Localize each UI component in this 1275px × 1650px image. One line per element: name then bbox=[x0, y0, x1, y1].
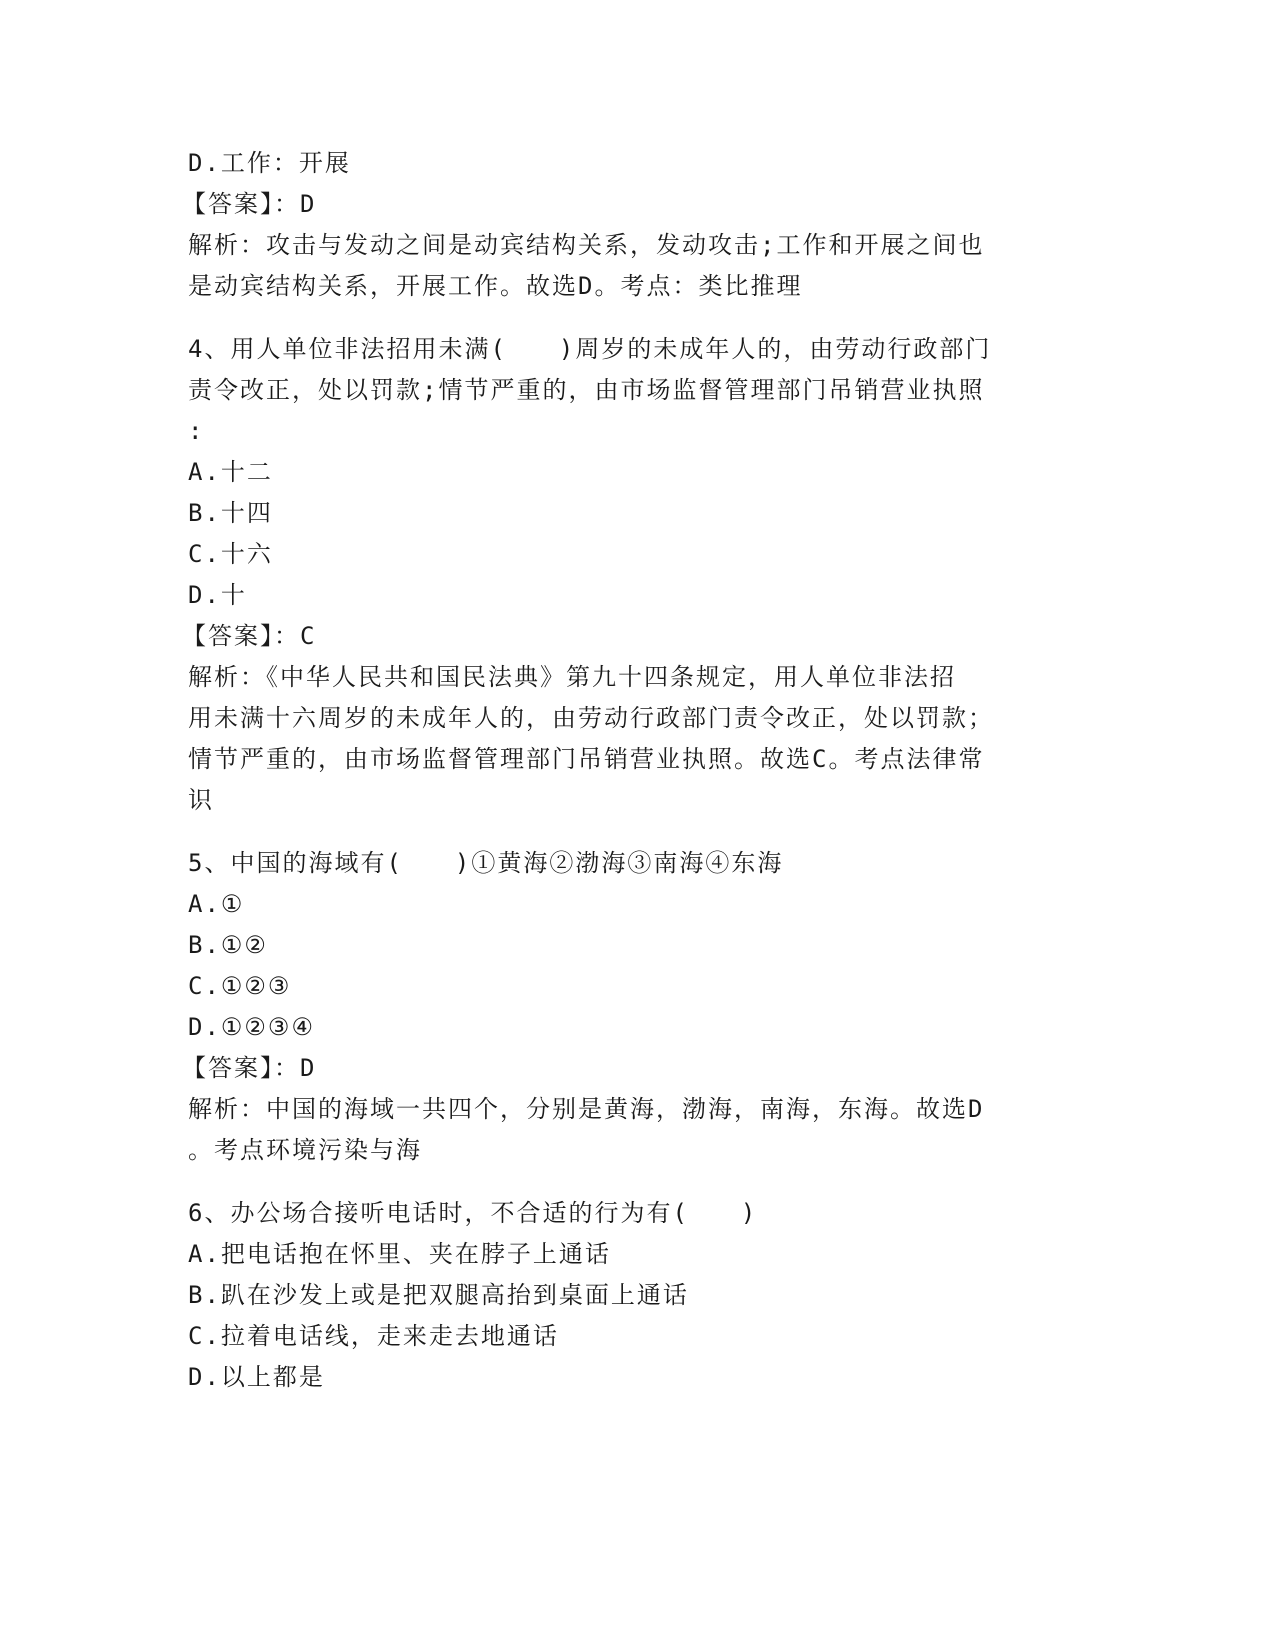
q6-option-d: D.以上都是 bbox=[188, 1363, 325, 1391]
q3-analysis-line-2: 是动宾结构关系，开展工作。故选D。考点：类比推理 bbox=[188, 272, 803, 300]
q5-option-c: C.①②③ bbox=[188, 972, 292, 1000]
q3-answer: 【答案】：D bbox=[182, 190, 317, 218]
q4-analysis-line-2: 用未满十六周岁的未成年人的，由劳动行政部门责令改正，处以罚款； bbox=[188, 704, 994, 732]
q3-option-d: D.工作：开展 bbox=[188, 149, 351, 177]
q4-analysis-line-3: 情节严重的，由市场监督管理部门吊销营业执照。故选C。考点法律常 bbox=[188, 745, 985, 773]
q4-option-a: A.十二 bbox=[188, 458, 273, 486]
q4-answer: 【答案】：C bbox=[182, 622, 317, 650]
q4-stem-line-2: 责令改正，处以罚款;情节严重的，由市场监督管理部门吊销营业执照 bbox=[188, 376, 985, 404]
q4-analysis-line-4: 识 bbox=[188, 786, 214, 814]
q4-option-d: D.十 bbox=[188, 581, 247, 609]
q6-option-a: A.把电话抱在怀里、夹在脖子上通话 bbox=[188, 1240, 611, 1268]
q4-analysis-line-1: 解析：《中华人民共和国民法典》第九十四条规定，用人单位非法招 bbox=[188, 663, 956, 691]
q6-option-c: C.拉着电话线，走来走去地通话 bbox=[188, 1322, 559, 1350]
q4-option-c: C.十六 bbox=[188, 540, 273, 568]
q5-answer: 【答案】：D bbox=[182, 1054, 317, 1082]
q5-analysis-line-1: 解析：中国的海域一共四个，分别是黄海，渤海，南海，东海。故选D bbox=[188, 1095, 985, 1123]
q6-option-b: B.趴在沙发上或是把双腿高抬到桌面上通话 bbox=[188, 1281, 689, 1309]
q3-analysis-line-1: 解析：攻击与发动之间是动宾结构关系，发动攻击;工作和开展之间也 bbox=[188, 231, 985, 259]
q4-stem-line-3: : bbox=[188, 417, 205, 445]
q5-analysis-line-2: 。考点环境污染与海 bbox=[188, 1136, 422, 1164]
q4-option-b: B.十四 bbox=[188, 499, 273, 527]
q6-stem: 6、办公场合接听电话时，不合适的行为有( ) bbox=[188, 1199, 758, 1227]
q5-option-b: B.①② bbox=[188, 931, 268, 959]
q5-option-a: A.① bbox=[188, 890, 245, 918]
q4-stem-line-1: 4、用人单位非法招用未满( )周岁的未成年人的，由劳动行政部门 bbox=[188, 335, 992, 363]
q5-stem: 5、中国的海域有( )①黄海②渤海③南海④东海 bbox=[188, 849, 784, 877]
q5-option-d: D.①②③④ bbox=[188, 1013, 315, 1041]
